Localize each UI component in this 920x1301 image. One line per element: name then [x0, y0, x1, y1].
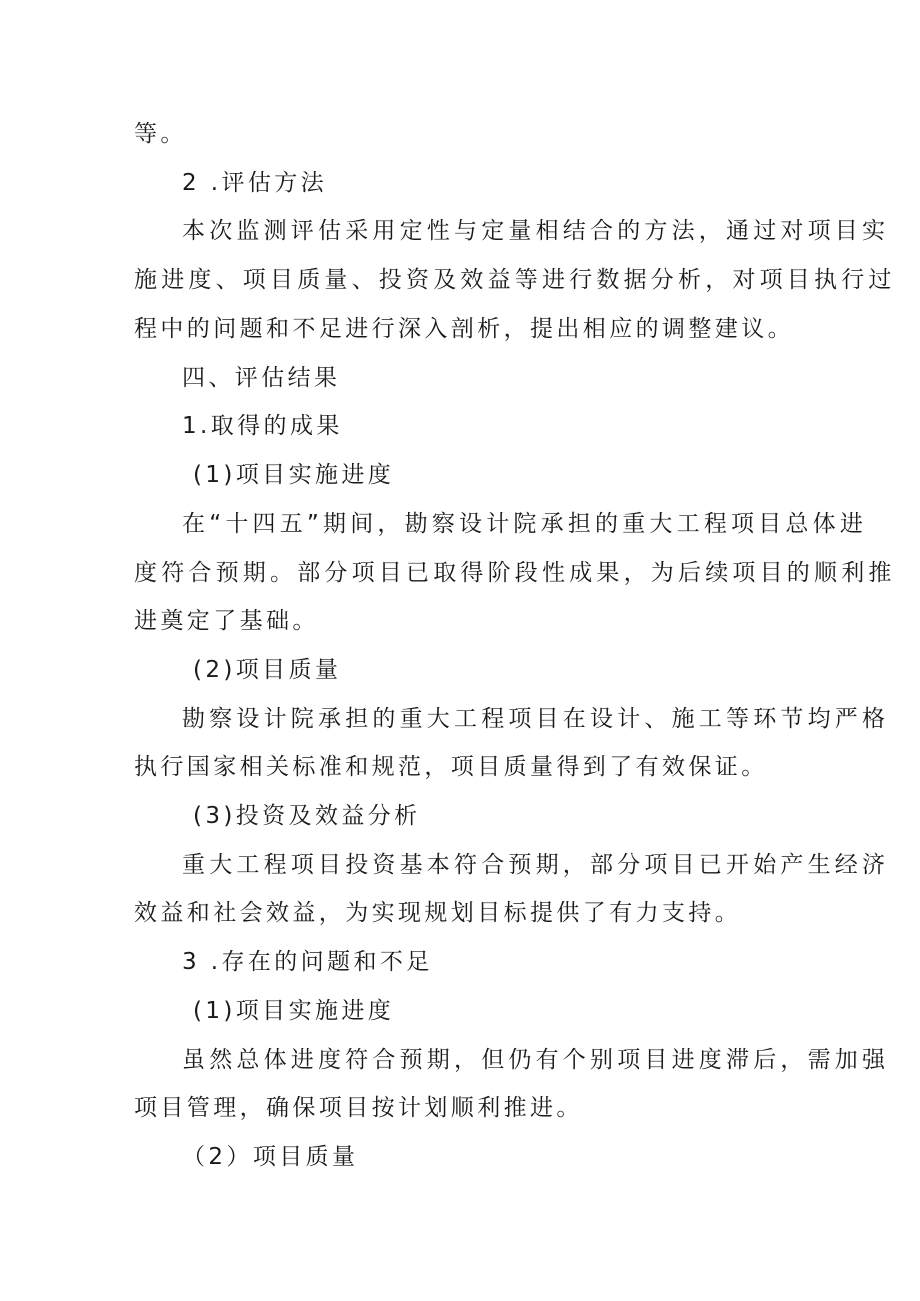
subheading-quality: （2）项目质量 — [182, 1144, 359, 1170]
paragraph-line: 在“十四五”期间，勘察设计院承担的重大工程项目总体进 — [182, 511, 868, 537]
paragraph-line: 程中的问题和不足进行深入剖析，提出相应的调整建议。 — [134, 316, 794, 342]
subheading-problems: 3 .存在的问题和不足 — [182, 949, 433, 975]
paragraph-line: 虽然总体进度符合预期，但仍有个别项目进度滞后，需加强 — [182, 1047, 890, 1073]
section-heading-results: 四、评估结果 — [182, 365, 341, 391]
paragraph-line: 勘察设计院承担的重大工程项目在设计、施工等环节均严格 — [182, 706, 890, 732]
paragraph-line: 项目管理，确保项目按计划顺利推进。 — [134, 1095, 583, 1121]
paragraph-line: 施进度、项目质量、投资及效益等进行数据分析，对项目执行过 — [134, 267, 896, 293]
subheading-progress: (1)项目实施进度 — [193, 998, 395, 1024]
section-heading-evaluation-method: 2 .评估方法 — [182, 170, 328, 196]
paragraph-line: 效益和社会效益，为实现规划目标提供了有力支持。 — [134, 900, 742, 926]
paragraph-line: 重大工程项目投资基本符合预期，部分项目已开始产生经济 — [182, 852, 890, 878]
subheading-progress: (1)项目实施进度 — [193, 462, 395, 488]
subheading-investment-benefit: (3)投资及效益分析 — [193, 803, 421, 829]
subheading-achievements: 1.取得的成果 — [182, 413, 343, 439]
paragraph-line: 进奠定了基础。 — [134, 608, 319, 634]
paragraph-tail-text: 等。 — [134, 121, 187, 147]
paragraph-line: 执行国家相关标准和规范，项目质量得到了有效保证。 — [134, 754, 768, 780]
paragraph-line: 度符合预期。部分项目已取得阶段性成果，为后续项目的顺利推 — [134, 560, 896, 586]
paragraph-line: 本次监测评估采用定性与定量相结合的方法，通过对项目实 — [182, 218, 890, 244]
subheading-quality: (2)项目质量 — [193, 657, 342, 683]
